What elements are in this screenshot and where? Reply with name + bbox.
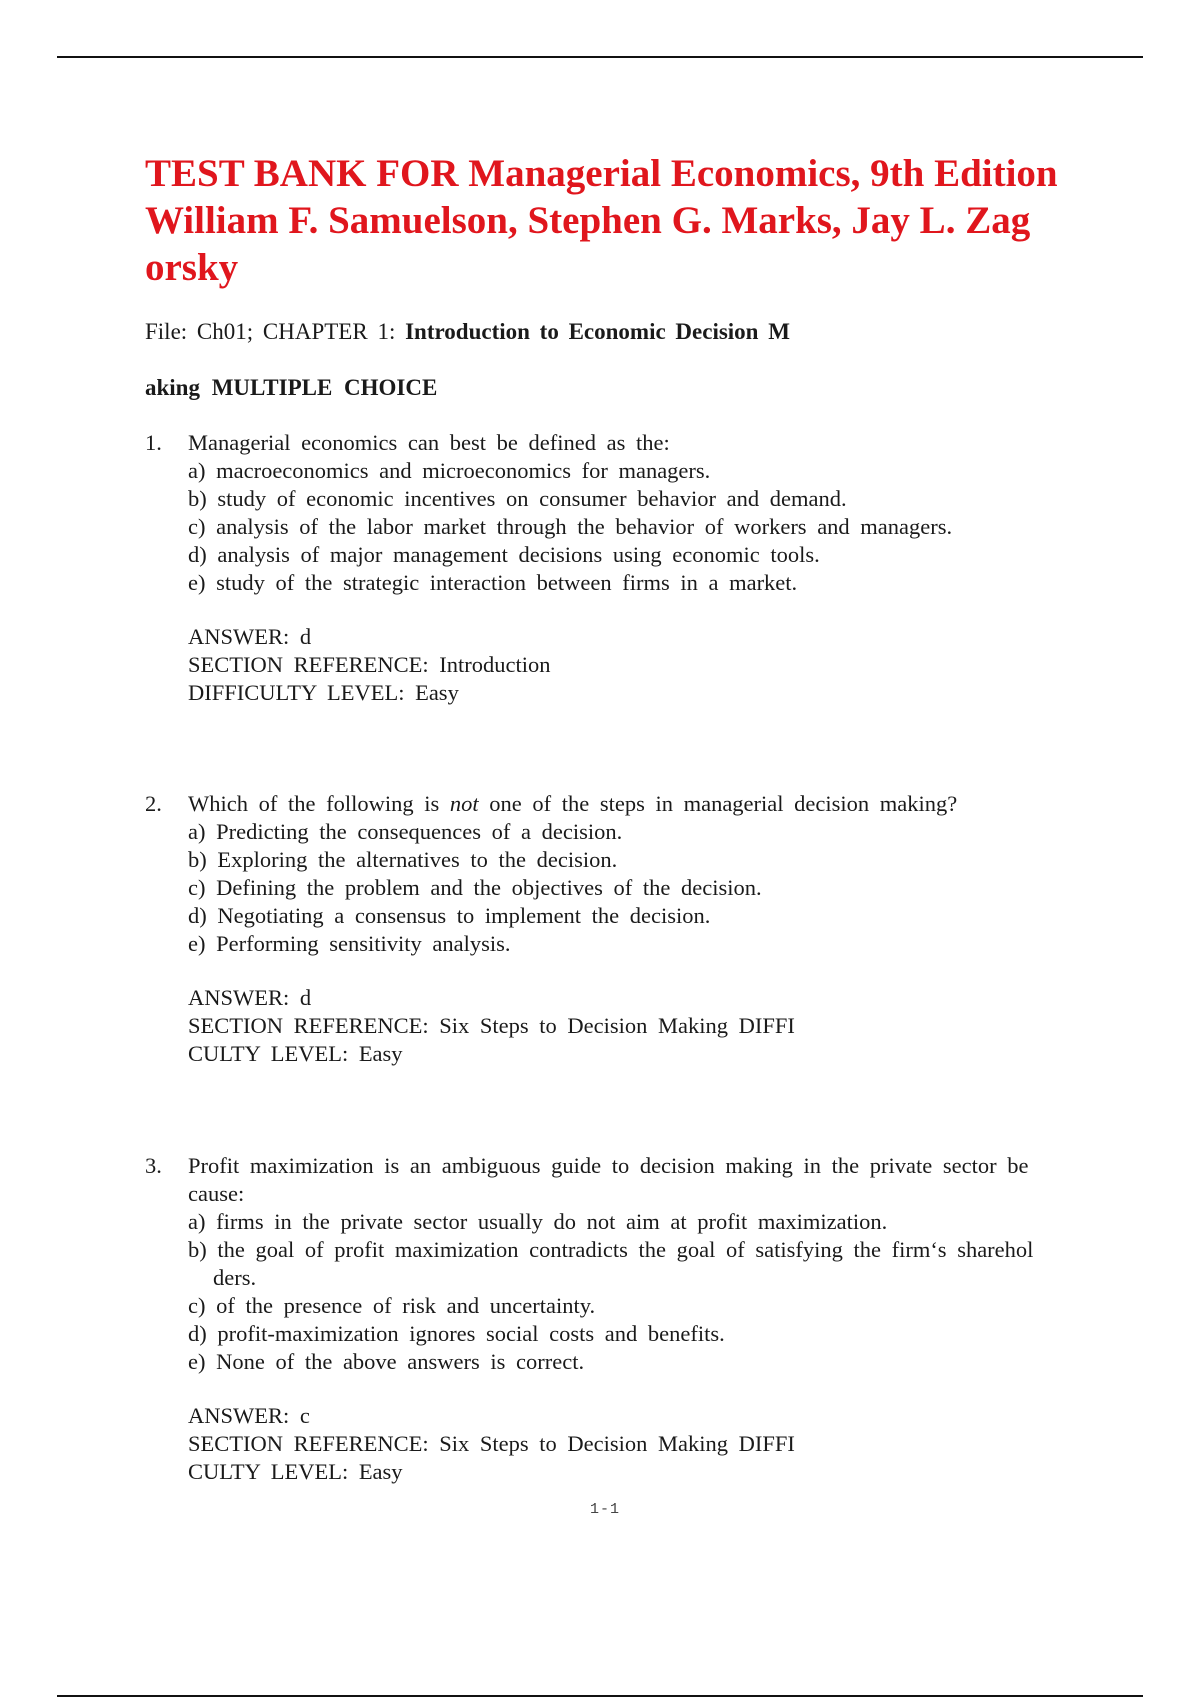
stem-line-2: cause: [188, 1181, 245, 1206]
answer: ANSWER: d [188, 624, 312, 649]
option-b-text: b) the goal of profit maximization contradicts the goal of satisfying the firm‘s sharehol [188, 1237, 1034, 1262]
answer: ANSWER: d [188, 985, 312, 1010]
option-b: b) study of economic incentives on consumer behavior and demand. [188, 486, 847, 511]
option-e: e) None of the above answers is correct. [188, 1349, 585, 1374]
question-3 [145, 1152, 1145, 1486]
question-number: 2. [145, 791, 162, 816]
option-b [188, 1236, 1145, 1292]
question-1 [145, 429, 1145, 707]
top-rule [57, 56, 1143, 58]
option-d: d) profit-maximization ignores social costs and benefits. [188, 1321, 725, 1346]
option-c: c) analysis of the labor market through the behavior of workers and managers. [188, 514, 953, 539]
section-reference: SECTION REFERENCE: Introduction [188, 652, 551, 677]
option-a: a) firms in the private sector usually do not aim at profit maximization. [188, 1209, 888, 1234]
page-number: 1-1 [589, 1501, 620, 1518]
document-title [145, 150, 1135, 291]
question-stem [188, 790, 1145, 818]
title-line-1: TEST BANK FOR Managerial Economics, 9th Edition [145, 152, 1058, 195]
stem-before: Which of the following is [188, 791, 450, 816]
question-number: 1. [145, 430, 162, 455]
answer: ANSWER: c [188, 1403, 310, 1428]
option-a: a) Predicting the consequences of a decision. [188, 819, 623, 844]
difficulty-level: CULTY LEVEL: Easy [188, 1459, 403, 1484]
option-e: e) study of the strategic interaction between firms in a market. [188, 570, 798, 595]
option-d: d) analysis of major management decisions using economic tools. [188, 542, 820, 567]
title-line-2: William F. Samuelson, Stephen G. Marks, Jay L. Zag [145, 199, 1031, 242]
section-heading: aking MULTIPLE CHOICE [145, 375, 438, 400]
answer-block [188, 1402, 1145, 1486]
stem-after: one of the steps in managerial decision making? [478, 791, 958, 816]
option-b: b) Exploring the alternatives to the decision. [188, 847, 618, 872]
question-number: 3. [145, 1153, 162, 1178]
chapter-title: Introduction to Economic Decision M [405, 319, 790, 344]
stem-emphasis: not [449, 791, 479, 816]
chapter-file-line [145, 318, 790, 346]
answer-block [188, 623, 1145, 707]
section-reference: SECTION REFERENCE: Six Steps to Decision Making DIFFI [188, 1013, 795, 1038]
option-b-continuation: ders. [213, 1265, 257, 1290]
title-line-3: orsky [145, 246, 239, 289]
bottom-rule [57, 1695, 1143, 1697]
question-stem [188, 1152, 1145, 1208]
question-stem: Managerial economics can best be defined as the: [188, 430, 670, 455]
question-2 [145, 790, 1145, 1068]
section-reference: SECTION REFERENCE: Six Steps to Decision Making DIFFI [188, 1431, 795, 1456]
difficulty-level: DIFFICULTY LEVEL: Easy [188, 680, 459, 705]
option-d: d) Negotiating a consensus to implement the decision. [188, 903, 711, 928]
stem-line-1: Profit maximization is an ambiguous guide to decision making in the private sector be [188, 1153, 1029, 1178]
file-prefix: File: Ch01; CHAPTER 1: [145, 319, 406, 344]
answer-block [188, 984, 1145, 1068]
difficulty-level: CULTY LEVEL: Easy [188, 1041, 403, 1066]
option-e: e) Performing sensitivity analysis. [188, 931, 511, 956]
option-c: c) of the presence of risk and uncertainty. [188, 1293, 596, 1318]
option-c: c) Defining the problem and the objectives of the decision. [188, 875, 762, 900]
option-a: a) macroeconomics and microeconomics for managers. [188, 458, 711, 483]
